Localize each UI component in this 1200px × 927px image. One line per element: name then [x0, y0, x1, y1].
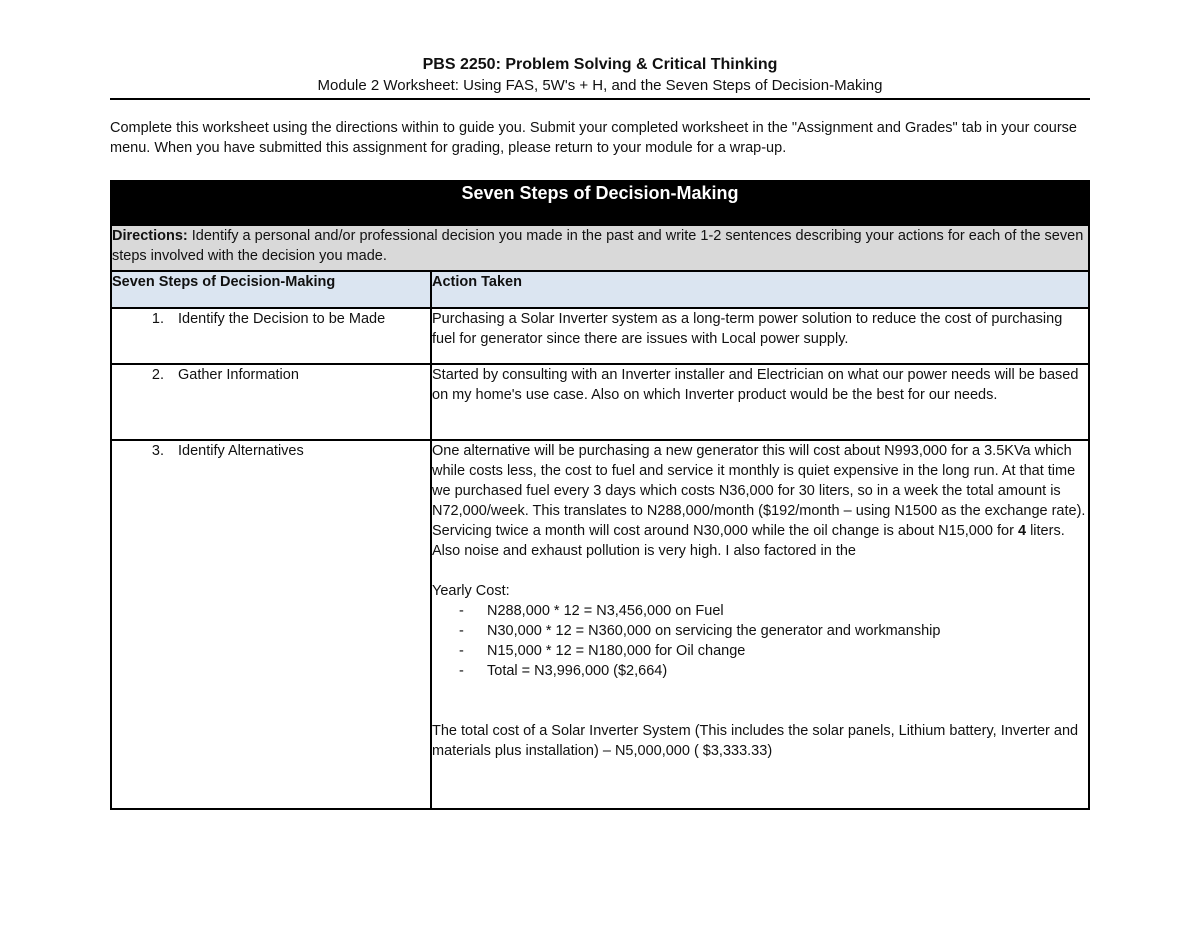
alternatives-text-end: liters. Also noise and exhaust pollution is very high. I also factored in the: [432, 523, 1065, 559]
step-label: Identify the Decision to be Made: [178, 311, 386, 327]
directions-text: Identify a personal and/or professional decision you made in the past and write 1-2 sentences describing your actions for each of the seven steps involved with the decision you made.: [112, 228, 1084, 264]
list-item: [432, 661, 1088, 681]
action-cell: Purchasing a Solar Inverter system as a long-term power solution to reduce the cost of purchasing fuel for generator since there are issues with Local power supply.: [431, 308, 1089, 364]
document-subtitle: Module 2 Worksheet: Using FAS, 5W's + H, and the Seven Steps of Decision-Making: [317, 77, 883, 94]
step-number: 3.: [151, 443, 164, 459]
column-header-step: Seven Steps of Decision-Making: [111, 271, 431, 308]
list-item: [432, 601, 1088, 621]
step-cell: [111, 364, 431, 440]
table-banner: Seven Steps of Decision-Making: [111, 181, 1089, 225]
yearly-cost-label: Yearly Cost:: [432, 583, 510, 599]
step-label: Gather Information: [178, 367, 299, 383]
step-number: 1.: [151, 311, 164, 327]
directions-cell: [111, 225, 1089, 271]
document-header: [110, 54, 1090, 96]
table-row: [111, 308, 1089, 364]
intro-paragraph: Complete this worksheet using the directions within to guide you. Submit your completed worksheet in the "Assignment and Grades" tab in your course menu. When you have submitted this assignment for grading, please return to your module for a wrap-up.: [110, 120, 1077, 156]
cost-line: N288,000 * 12 = N3,456,000 on Fuel: [487, 603, 724, 619]
document-title: PBS 2250: Problem Solving & Critical Thinking: [422, 56, 778, 73]
directions-label: Directions:: [112, 228, 188, 244]
cost-line: N15,000 * 12 = N180,000 for Oil change: [487, 643, 746, 659]
dash-bullet: -: [459, 663, 464, 679]
step-cell: [111, 308, 431, 364]
table-row: [111, 440, 1089, 809]
dash-bullet: -: [459, 623, 464, 639]
alternatives-bold-number: 4: [1017, 523, 1027, 539]
action-cell: [431, 440, 1089, 809]
list-item: [432, 641, 1088, 661]
alternatives-text: One alternative will be purchasing a new generator this will cost about N993,000 for a 3.5KVa which while costs less, the cost to fuel and service it monthly is quiet expensive in the long run. At that time we purchased fuel every 3 days which costs N36,000 for 30 liters, so in a week the total amount is N72,000/week. This translates to N288,000/month ($192/month – using N1500 as the exchange rate). Servicing twice a month will cost around N30,000 while the oil change is about N15,000 for: [432, 443, 1086, 539]
action-cell: Started by consulting with an Inverter installer and Electrician on what our power needs will be based on my home's use case. Also on which Inverter product would be the best for our needs.: [431, 364, 1089, 440]
solar-cost-paragraph: The total cost of a Solar Inverter System (This includes the solar panels, Lithium battery, Inverter and materials plus installation) – N5,000,000 ( $3,333.33): [432, 723, 1079, 759]
column-header-action: Action Taken: [431, 271, 1089, 308]
decision-table: [110, 180, 1090, 810]
header-divider: [110, 98, 1090, 100]
yearly-cost-list: [432, 601, 1088, 681]
table-row: [111, 364, 1089, 440]
list-item: [432, 621, 1088, 641]
spacer: [432, 561, 1088, 581]
dash-bullet: -: [459, 643, 464, 659]
cost-line: Total = N3,996,000 ($2,664): [487, 663, 668, 679]
step-cell: [111, 440, 431, 809]
step-number: 2.: [151, 367, 164, 383]
spacer: [432, 681, 1088, 701]
cost-line: N30,000 * 12 = N360,000 on servicing the generator and workmanship: [487, 623, 941, 639]
dash-bullet: -: [459, 603, 464, 619]
alternatives-paragraph: [432, 441, 1088, 561]
spacer: [432, 701, 1088, 721]
step-label: Identify Alternatives: [178, 443, 304, 459]
